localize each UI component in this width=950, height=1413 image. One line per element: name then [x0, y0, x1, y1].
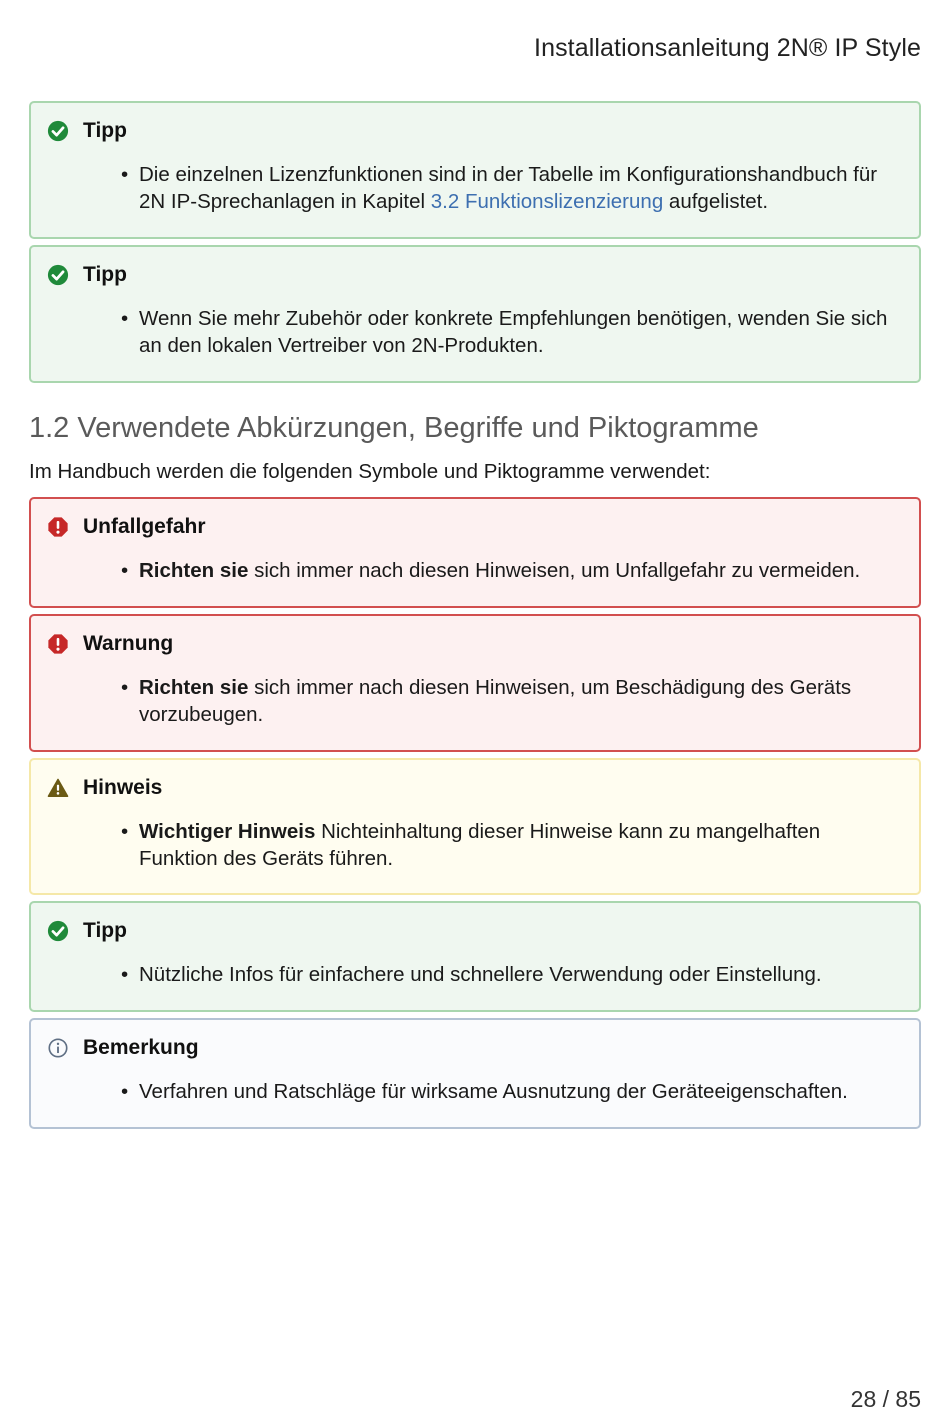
list-item: [121, 557, 901, 584]
section-intro: Im Handbuch werden die folgenden Symbole und Piktogramme verwendet:: [29, 460, 711, 483]
note-box: [29, 758, 921, 895]
document-title: Installationsanleitung 2N® IP Style: [534, 34, 921, 62]
remark-box-header: [47, 1036, 199, 1060]
list-item: [121, 161, 901, 215]
note-text: Nichteinhaltung dieser Hinweise kann zu mangelhaften Funktion des Geräts führen.: [139, 820, 821, 870]
tip-box-header: [47, 263, 127, 287]
tip-text: Die einzelnen Lizenzfunktionen sind in der Tabelle im Konfigurationshandbuch für 2N IP-Sprechanlagen in Kapitel: [139, 163, 878, 213]
list-item: [121, 674, 901, 728]
list-item: • Verfahren und Ratschläge für wirksame Ausnutzung der Geräteeigenschaften.: [121, 1078, 901, 1105]
chapter-link[interactable]: 3.2 Funktionslizenzierung: [430, 190, 664, 213]
remark-box: [29, 1018, 921, 1129]
danger-emphasis: Richten sie: [139, 559, 249, 582]
note-emphasis: Wichtiger Hinweis: [139, 820, 316, 843]
warning-box: [29, 614, 921, 752]
tip-box-accessories: [29, 245, 921, 383]
tip-box-header: [47, 119, 127, 143]
tip-list: [121, 305, 901, 359]
list-item: [121, 818, 901, 872]
remark-title: Bemerkung: [83, 1036, 199, 1059]
list-item: • Wenn Sie mehr Zubehör oder konkrete Empfehlungen benötigen, wenden Sie sich an den lokalen Vertreiber von 2N-Produkten.: [121, 305, 901, 359]
list-item: • Nützliche Infos für einfachere und schnellere Verwendung oder Einstellung.: [121, 961, 901, 988]
warning-list: [121, 674, 901, 728]
danger-box-header: [47, 515, 206, 539]
danger-title: Unfallgefahr: [83, 515, 206, 538]
warning-box-header: [47, 632, 173, 656]
tip-box-usage: [29, 901, 921, 1012]
danger-text: sich immer nach diesen Hinweisen, um Unfallgefahr zu vermeiden.: [248, 559, 861, 582]
warning-title: Warnung: [83, 632, 174, 655]
check-circle-icon: [47, 120, 69, 142]
page-number: 28 / 85: [850, 1386, 921, 1412]
note-box-header: [47, 776, 162, 800]
tip-box-license: [29, 101, 921, 239]
section-heading: 1.2 Verwendete Abkürzungen, Begriffe und Piktogramme: [29, 412, 759, 444]
note-list: [121, 818, 901, 872]
check-circle-icon: [47, 264, 69, 286]
tip-title: Tipp: [83, 263, 127, 286]
tip-title: Tipp: [83, 119, 127, 142]
remark-list: [121, 1078, 901, 1105]
exclamation-octagon-icon: [47, 633, 69, 655]
danger-box: [29, 497, 921, 608]
warning-text: sich immer nach diesen Hinweisen, um Beschädigung des Geräts vorzubeugen.: [139, 676, 852, 726]
tip-text-end: aufgelistet.: [663, 190, 769, 213]
exclamation-octagon-icon: [47, 516, 69, 538]
check-circle-icon: [47, 920, 69, 942]
tip-box-header: [47, 919, 127, 943]
tip-list: [121, 161, 901, 215]
info-circle-icon: [47, 1037, 69, 1059]
tip-list: [121, 961, 901, 988]
warning-emphasis: Richten sie: [139, 676, 249, 699]
note-title: Hinweis: [83, 776, 163, 799]
warning-triangle-icon: [47, 777, 69, 799]
tip-title: Tipp: [83, 919, 127, 942]
danger-list: [121, 557, 901, 584]
